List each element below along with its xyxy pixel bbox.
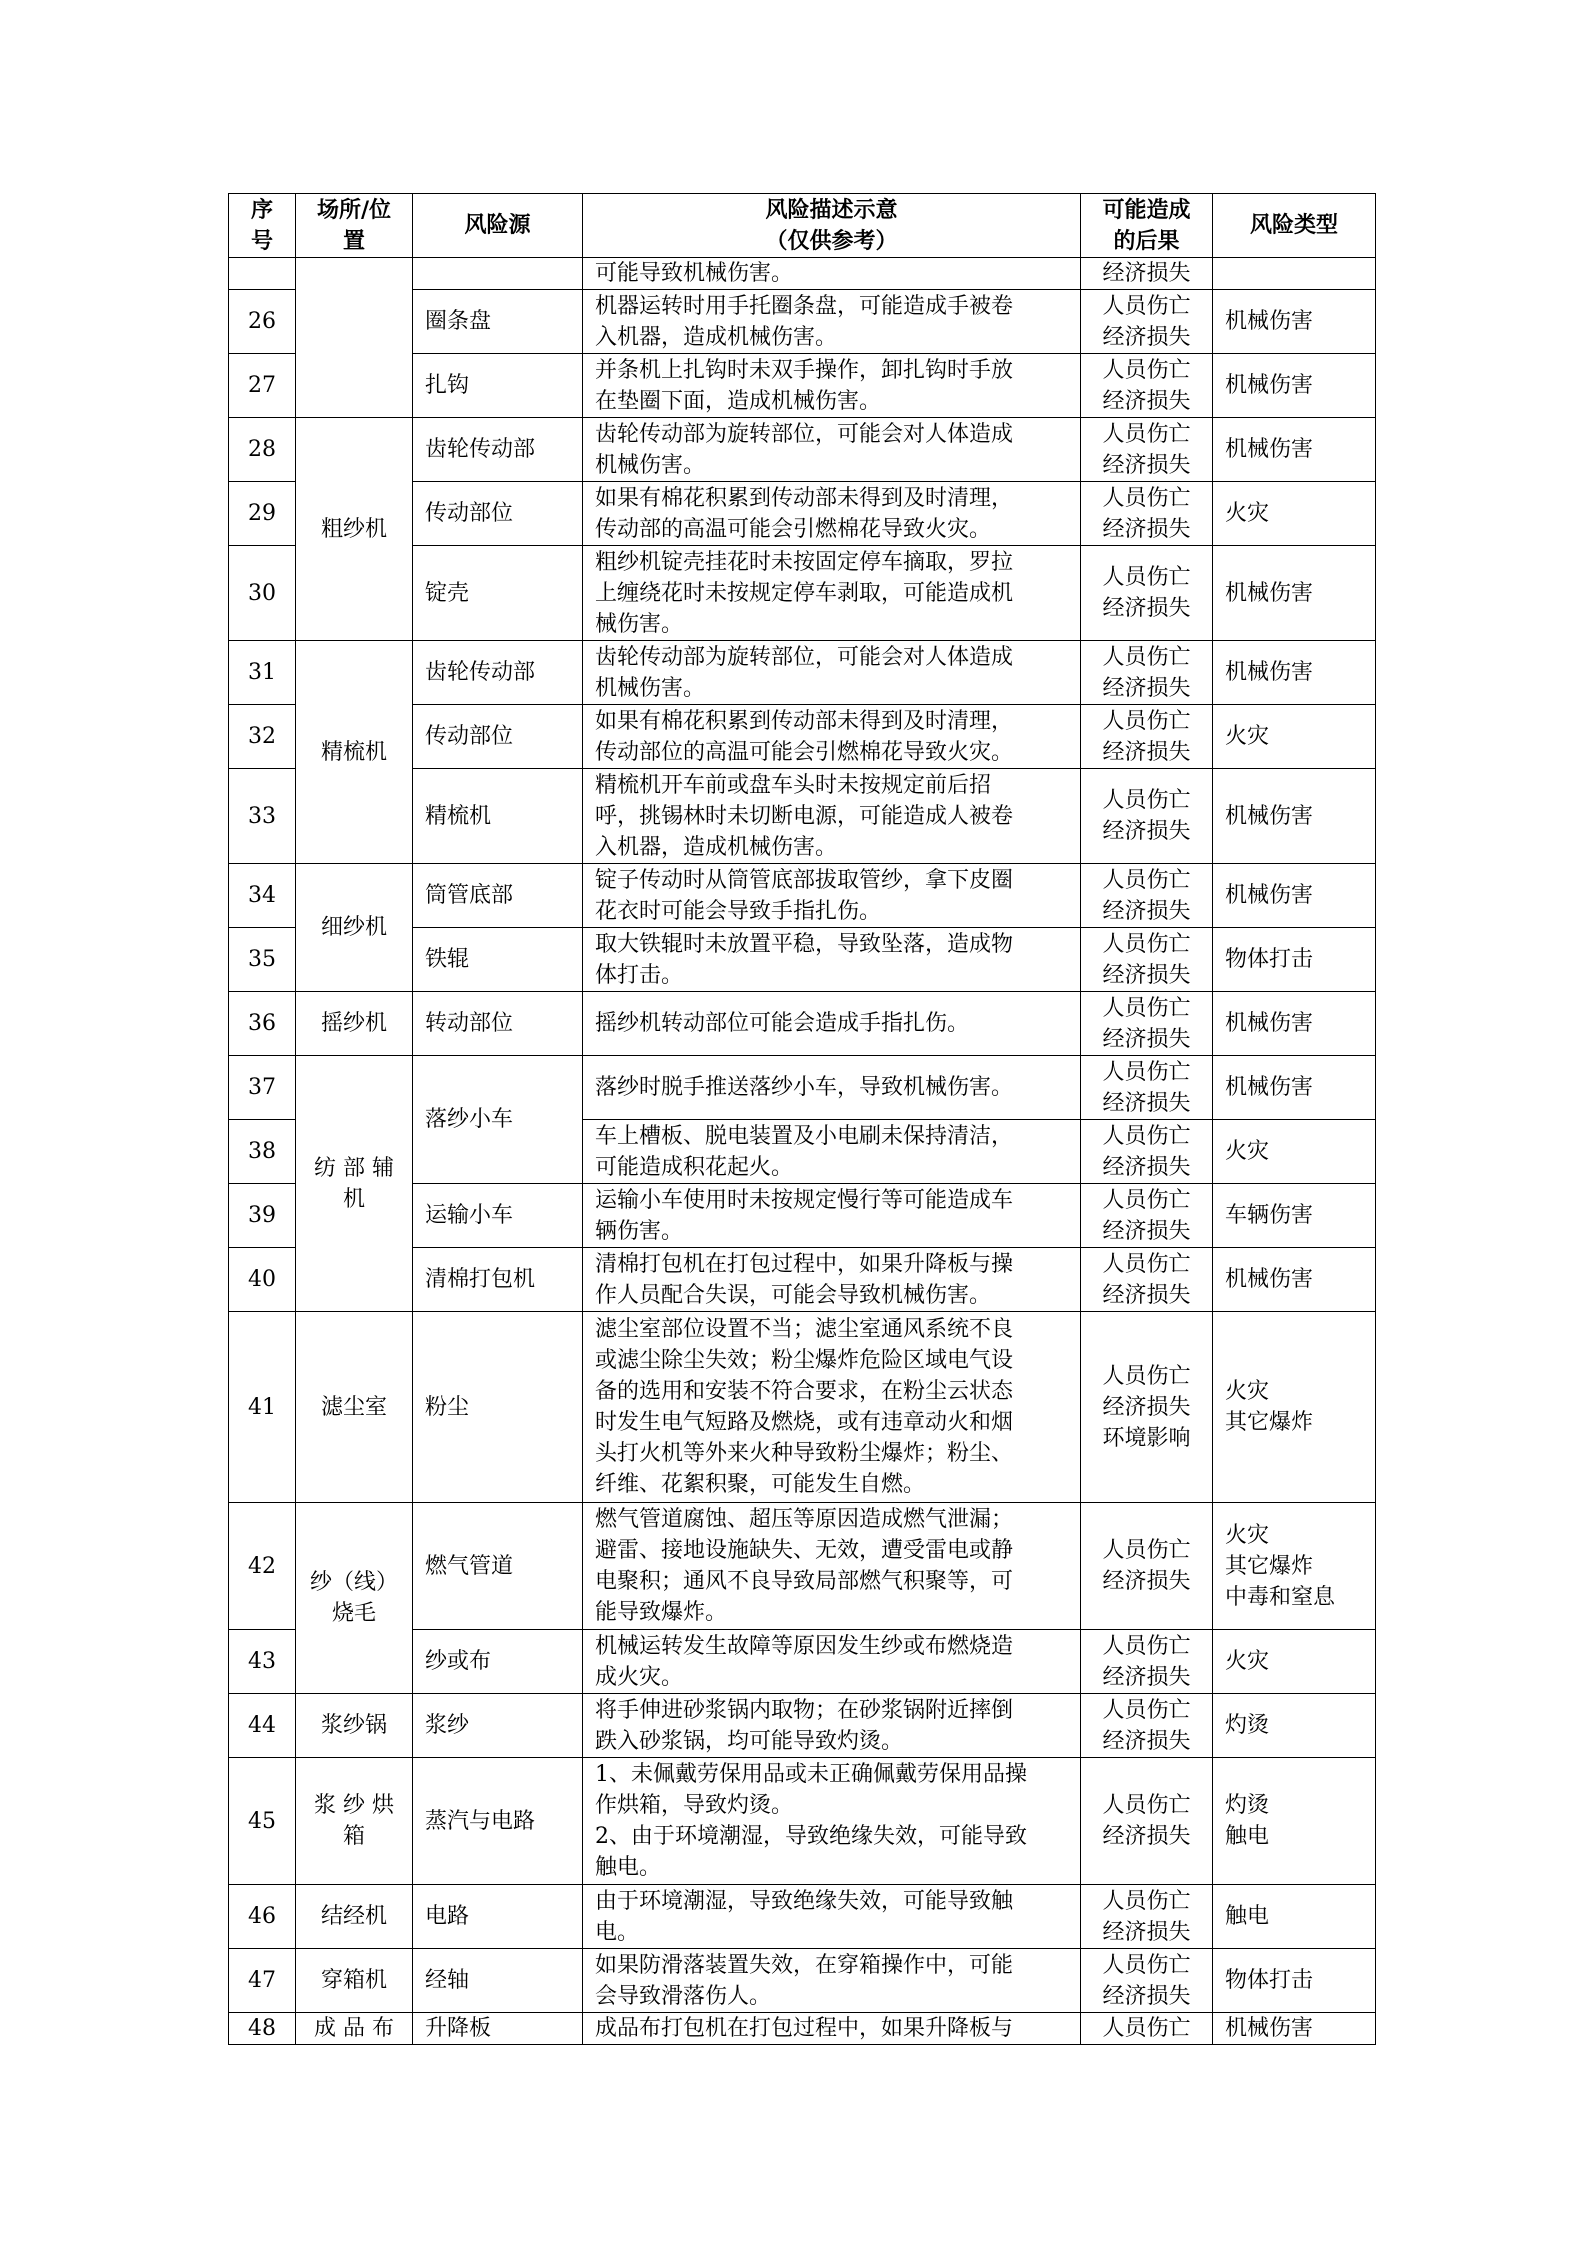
risk-type-cell: [1213, 1694, 1376, 1758]
risk-source-cell-text: 精梳机: [425, 803, 492, 829]
risk-description-cell: [583, 1312, 1081, 1503]
consequence-cell-text: 人员伤亡 经济损失: [1102, 1793, 1191, 1849]
row-number: [229, 769, 296, 864]
risk-type-cell-text: 机械伤害: [1225, 883, 1314, 908]
risk-description-cell-text: 粗纱机锭壳挂花时未按固定停车摘取，罗拉 上缠绕花时未按规定停车剥取，可能造成机 械伤害。: [595, 549, 1014, 637]
row-number-text: 32: [248, 724, 276, 749]
risk-description-cell: [583, 1630, 1081, 1694]
risk-type-cell-text: 机械伤害: [1225, 373, 1314, 398]
risk-description-cell: [583, 641, 1081, 705]
risk-source-cell: [413, 482, 583, 546]
row-number-text: 35: [248, 947, 276, 972]
risk-source-cell: [413, 1184, 583, 1248]
consequence-cell: [1081, 641, 1213, 705]
risk-source-cell: [413, 992, 583, 1056]
risk-source-cell: [413, 705, 583, 769]
row-number: [229, 1503, 296, 1630]
risk-source-cell-text: 落纱小车: [425, 1107, 514, 1132]
risk-type-cell: [1213, 1949, 1376, 2013]
row-number-text: 44: [248, 1713, 276, 1738]
row-number-text: 28: [248, 437, 276, 462]
consequence-cell-text: 人员伤亡 经济损失: [1102, 788, 1191, 844]
risk-table: [228, 193, 1376, 2045]
row-number: [229, 258, 296, 290]
risk-description-cell: [583, 482, 1081, 546]
risk-source-cell: [413, 769, 583, 864]
risk-type-cell: [1213, 705, 1376, 769]
row-number-text: 40: [248, 1267, 276, 1292]
consequence-cell: [1081, 418, 1213, 482]
risk-source-cell: [413, 1885, 583, 1949]
risk-description-cell: [583, 928, 1081, 992]
table-row: [229, 1312, 1376, 1503]
risk-description-cell: [583, 992, 1081, 1056]
risk-description-cell: [583, 1949, 1081, 2013]
row-number-text: 46: [248, 1904, 276, 1929]
row-number-text: 34: [248, 883, 276, 908]
location-cell: [296, 1885, 413, 1949]
consequence-cell-text: 人员伤亡 经济损失: [1102, 1187, 1191, 1244]
table-body: [229, 258, 1376, 2045]
risk-type-cell-text: 触电: [1225, 1904, 1270, 1929]
row-number: [229, 928, 296, 992]
risk-type-cell: [1213, 1184, 1376, 1248]
consequence-cell: [1081, 1248, 1213, 1312]
consequence-cell-text: 人员伤亡 经济损失: [1102, 708, 1191, 765]
consequence-cell: [1081, 769, 1213, 864]
row-number-text: 43: [248, 1649, 276, 1674]
row-number-text: 42: [248, 1553, 276, 1579]
risk-type-cell-text: 车辆伤害: [1225, 1203, 1314, 1228]
risk-description-cell-text: 齿轮传动部为旋转部位，可能会对人体造成 机械伤害。: [595, 421, 1014, 478]
row-number-text: 26: [248, 309, 276, 334]
consequence-cell-text: 人员伤亡: [1102, 2016, 1191, 2041]
risk-source-cell-text: 传动部位: [425, 724, 514, 749]
row-number-text: 30: [248, 580, 276, 606]
consequence-cell: [1081, 482, 1213, 546]
risk-type-cell-text: 火灾: [1225, 1649, 1270, 1674]
risk-source-cell: [413, 290, 583, 354]
risk-source-cell-text: 传动部位: [425, 501, 514, 526]
risk-type-cell: [1213, 482, 1376, 546]
risk-source-cell-text: 清棉打包机: [425, 1267, 536, 1292]
risk-description-cell: [583, 1248, 1081, 1312]
location-cell: [296, 1312, 413, 1503]
risk-source-cell-text: 浆纱: [425, 1713, 470, 1738]
header-source: 风险源: [413, 194, 583, 258]
risk-type-cell-text: 物体打击: [1225, 1968, 1314, 1993]
row-number: [229, 1184, 296, 1248]
consequence-cell: [1081, 258, 1213, 290]
risk-type-cell-text: 机械伤害: [1225, 437, 1314, 462]
row-number: [229, 1120, 296, 1184]
row-number: [229, 546, 296, 641]
location-cell: [296, 418, 413, 641]
row-number-text: 41: [248, 1394, 276, 1420]
risk-source-cell: [413, 354, 583, 418]
risk-source-cell: [413, 1758, 583, 1885]
risk-type-cell-text: 火灾 其它爆炸: [1225, 1379, 1314, 1435]
consequence-cell: [1081, 354, 1213, 418]
risk-description-cell-text: 落纱时脱手推送落纱小车，导致机械伤害。: [595, 1075, 1014, 1100]
table-row: [229, 1949, 1376, 2013]
consequence-cell: [1081, 928, 1213, 992]
risk-description-cell-text: 精梳机开车前或盘车头时未按规定前后招 呼，挑锡林时未切断电源，可能造成人被卷 入机器，造成机械伤害。: [595, 772, 1014, 860]
risk-type-cell-text: 机械伤害: [1225, 1075, 1314, 1100]
risk-source-cell-text: 纱或布: [425, 1649, 492, 1674]
table-row: [229, 992, 1376, 1056]
risk-description-cell: [583, 864, 1081, 928]
consequence-cell: [1081, 1949, 1213, 2013]
risk-description-cell: [583, 705, 1081, 769]
row-number: [229, 1885, 296, 1949]
table-row: [229, 258, 1376, 290]
risk-description-cell-text: 取大铁辊时未放置平稳，导致坠落，造成物 体打击。: [595, 931, 1014, 988]
risk-type-cell-text: 火灾 其它爆炸 中毒和窒息: [1225, 1522, 1336, 1610]
location-cell: [296, 1056, 413, 1312]
consequence-cell: [1081, 546, 1213, 641]
risk-type-cell-text: 机械伤害: [1225, 660, 1314, 685]
location-cell-text: 滤尘室: [320, 1394, 387, 1420]
risk-description-cell-text: 滤尘室部位设置不当；滤尘室通风系统不良 或滤尘除尘失效；粉尘爆炸危险区域电气设 备的选用和安装不符合要求，在粉尘云状态 时发生电气短路及燃烧，或有违章动火和烟 头打火机等外来火种导致粉尘爆炸；粉尘、 纤维、花絮积聚，可能发生自燃。: [595, 1317, 1014, 1497]
consequence-cell-text: 人员伤亡 经济损失: [1102, 1059, 1191, 1116]
consequence-cell: [1081, 864, 1213, 928]
risk-description-cell-text: 由于环境潮湿，导致绝缘失效，可能导致触 电。: [595, 1888, 1014, 1945]
risk-source-cell: [413, 418, 583, 482]
risk-type-cell-text: 机械伤害: [1225, 1267, 1314, 1292]
header-risk-type: 风险类型: [1213, 194, 1376, 258]
risk-description-cell-text: 如果防滑落装置失效，在穿箱操作中，可能 会导致滑落伤人。: [595, 1952, 1014, 2009]
risk-type-cell: [1213, 1630, 1376, 1694]
risk-type-cell: [1213, 928, 1376, 992]
risk-description-cell-text: 摇纱机转动部位可能会造成手指扎伤。: [595, 1011, 970, 1036]
risk-source-cell: [413, 1503, 583, 1630]
risk-description-cell-text: 车上槽板、脱电装置及小电刷未保持清洁， 可能造成积花起火。: [595, 1123, 1014, 1180]
consequence-cell-text: 人员伤亡 经济损失: [1102, 931, 1191, 988]
risk-description-cell-text: 并条机上扎钩时未双手操作，卸扎钩时手放 在垫圈下面，造成机械伤害。: [595, 357, 1014, 414]
risk-description-cell: [583, 290, 1081, 354]
consequence-cell: [1081, 1312, 1213, 1503]
consequence-cell: [1081, 1758, 1213, 1885]
consequence-cell-text: 人员伤亡 经济损失: [1102, 1251, 1191, 1308]
consequence-cell: [1081, 1503, 1213, 1630]
risk-description-cell: [583, 1885, 1081, 1949]
risk-source-cell: [413, 1312, 583, 1503]
row-number: [229, 290, 296, 354]
location-cell-text: 粗纱机: [320, 516, 387, 542]
risk-description-cell-text: 燃气管道腐蚀、超压等原因造成燃气泄漏； 避雷、接地设施缺失、无效，遭受雷电或静 电聚积；通风不良导致局部燃气积聚等，可 能导致爆炸。: [595, 1507, 1014, 1625]
row-number-text: 39: [248, 1203, 276, 1228]
location-cell: [296, 992, 413, 1056]
risk-type-cell: [1213, 258, 1376, 290]
location-cell-text: 成 品 布: [314, 2016, 394, 2041]
consequence-cell-text: 人员伤亡 经济损失: [1102, 1952, 1191, 2009]
risk-source-cell-text: 经轴: [425, 1968, 470, 1993]
row-number: [229, 1630, 296, 1694]
risk-description-cell: [583, 258, 1081, 290]
location-cell: [296, 258, 413, 418]
risk-source-cell-text: 筒管底部: [425, 883, 514, 908]
risk-description-cell: [583, 1758, 1081, 1885]
location-cell-text: 浆 纱 烘 箱: [314, 1793, 394, 1849]
row-number: [229, 354, 296, 418]
risk-description-cell: [583, 418, 1081, 482]
consequence-cell-text: 人员伤亡 经济损失: [1102, 1888, 1191, 1945]
consequence-cell-text: 人员伤亡 经济损失: [1102, 1123, 1191, 1180]
risk-type-cell: [1213, 1120, 1376, 1184]
consequence-cell: [1081, 1630, 1213, 1694]
consequence-cell: [1081, 1056, 1213, 1120]
risk-type-cell-text: 灼烫: [1225, 1713, 1270, 1738]
risk-type-cell: [1213, 769, 1376, 864]
row-number: [229, 1312, 296, 1503]
risk-source-cell-text: 粉尘: [425, 1394, 470, 1420]
table-row: [229, 418, 1376, 482]
consequence-cell: [1081, 1184, 1213, 1248]
location-cell: [296, 1949, 413, 2013]
risk-type-cell: [1213, 1885, 1376, 1949]
header-no: 序 号: [229, 194, 296, 258]
location-cell: [296, 1694, 413, 1758]
risk-type-cell: [1213, 1312, 1376, 1503]
location-cell-text: 浆纱锅: [320, 1713, 387, 1738]
location-cell-text: 结经机: [320, 1904, 387, 1929]
risk-type-cell-text: 物体打击: [1225, 947, 1314, 972]
risk-source-cell-text: 圈条盘: [425, 309, 492, 334]
row-number-text: 27: [248, 373, 276, 398]
risk-source-cell: [413, 864, 583, 928]
consequence-cell-text: 人员伤亡 经济损失: [1102, 867, 1191, 924]
risk-type-cell-text: 机械伤害: [1225, 580, 1314, 606]
risk-source-cell-text: 升降板: [425, 2016, 492, 2041]
risk-type-cell-text: 火灾: [1225, 724, 1270, 749]
row-number: [229, 418, 296, 482]
consequence-cell-text: 人员伤亡 经济损失: [1102, 1538, 1191, 1594]
risk-type-cell: [1213, 864, 1376, 928]
risk-description-cell-text: 运输小车使用时未按规定慢行等可能造成车 辆伤害。: [595, 1187, 1014, 1244]
risk-source-cell-text: 转动部位: [425, 1011, 514, 1036]
location-cell-text: 纱（线） 烧毛: [309, 1570, 398, 1626]
consequence-cell-text: 人员伤亡 经济损失: [1102, 565, 1191, 621]
risk-description-cell-text: 机器运转时用手托圈条盘，可能造成手被卷 入机器，造成机械伤害。: [595, 293, 1014, 350]
consequence-cell: [1081, 1694, 1213, 1758]
risk-description-cell: [583, 2013, 1081, 2045]
risk-description-cell-text: 将手伸进砂浆锅内取物；在砂浆锅附近摔倒 跌入砂浆锅，均可能导致灼烫。: [595, 1697, 1014, 1754]
consequence-cell-text: 人员伤亡 经济损失: [1102, 293, 1191, 350]
row-number: [229, 1949, 296, 2013]
table-row: [229, 641, 1376, 705]
location-cell-text: 纺 部 辅 机: [314, 1155, 394, 1212]
row-number: [229, 1694, 296, 1758]
table-row: [229, 2013, 1376, 2045]
risk-type-cell: [1213, 418, 1376, 482]
risk-type-cell-text: 机械伤害: [1225, 803, 1314, 829]
consequence-cell-text: 人员伤亡 经济损失: [1102, 485, 1191, 542]
table-row: [229, 1056, 1376, 1120]
risk-description-cell-text: 锭子传动时从筒管底部拔取管纱，拿下皮圈 花衣时可能会导致手指扎伤。: [595, 867, 1014, 924]
risk-description-cell-text: 齿轮传动部为旋转部位，可能会对人体造成 机械伤害。: [595, 644, 1014, 701]
consequence-cell-text: 人员伤亡 经济损失: [1102, 1697, 1191, 1754]
table-row: [229, 1758, 1376, 1885]
location-cell-text: 精梳机: [320, 739, 387, 765]
risk-type-cell-text: 机械伤害: [1225, 309, 1314, 334]
risk-type-cell-text: 机械伤害: [1225, 2016, 1314, 2041]
risk-source-cell-text: 扎钩: [425, 373, 470, 398]
consequence-cell-text: 人员伤亡 经济损失 环境影响: [1102, 1363, 1191, 1451]
row-number-text: 48: [248, 2016, 276, 2041]
risk-type-cell-text: 灼烫 触电: [1225, 1793, 1270, 1849]
risk-description-cell: [583, 1503, 1081, 1630]
risk-type-cell: [1213, 1248, 1376, 1312]
row-number: [229, 705, 296, 769]
risk-source-cell: [413, 546, 583, 641]
row-number: [229, 1758, 296, 1885]
risk-source-cell: [413, 1949, 583, 2013]
risk-description-cell-text: 可能导致机械伤害。: [595, 261, 794, 286]
table-row: [229, 1694, 1376, 1758]
risk-description-cell: [583, 769, 1081, 864]
risk-description-cell-text: 如果有棉花积累到传动部未得到及时清理， 传动部的高温可能会引燃棉花导致火灾。: [595, 485, 1014, 542]
row-number-text: 29: [248, 501, 276, 526]
risk-type-cell: [1213, 354, 1376, 418]
risk-source-cell-text: 电路: [425, 1904, 470, 1929]
risk-source-cell-text: 蒸汽与电路: [425, 1808, 536, 1834]
risk-source-cell: [413, 1694, 583, 1758]
risk-description-cell-text: 成品布打包机在打包过程中，如果升降板与: [595, 2016, 1014, 2041]
row-number-text: 33: [248, 803, 276, 829]
consequence-cell-text: 经济损失: [1102, 261, 1191, 286]
consequence-cell-text: 人员伤亡 经济损失: [1102, 644, 1191, 701]
location-cell-text: 细纱机: [320, 915, 387, 940]
risk-type-cell: [1213, 641, 1376, 705]
risk-type-cell-text: 机械伤害: [1225, 1011, 1314, 1036]
consequence-cell: [1081, 1120, 1213, 1184]
row-number: [229, 992, 296, 1056]
risk-type-cell: [1213, 2013, 1376, 2045]
risk-source-cell-text: 锭壳: [425, 580, 470, 606]
table-row: [229, 1885, 1376, 1949]
table-header-row: [229, 194, 1376, 258]
row-number: [229, 482, 296, 546]
risk-source-cell-text: 齿轮传动部: [425, 660, 536, 685]
row-number-text: 45: [248, 1808, 276, 1834]
risk-description-cell: [583, 1120, 1081, 1184]
risk-type-cell: [1213, 1503, 1376, 1630]
risk-type-cell: [1213, 992, 1376, 1056]
risk-type-cell: [1213, 546, 1376, 641]
location-cell: [296, 1503, 413, 1694]
row-number: [229, 1056, 296, 1120]
row-number-text: 37: [248, 1075, 276, 1100]
risk-source-cell: [413, 1248, 583, 1312]
risk-type-cell: [1213, 1758, 1376, 1885]
location-cell: [296, 641, 413, 864]
row-number-text: 38: [248, 1139, 276, 1164]
risk-source-cell: [413, 1056, 583, 1184]
consequence-cell: [1081, 290, 1213, 354]
risk-source-cell: [413, 258, 583, 290]
consequence-cell: [1081, 2013, 1213, 2045]
row-number: [229, 864, 296, 928]
risk-description-cell: [583, 354, 1081, 418]
header-consequence: 可能造成 的后果: [1081, 194, 1213, 258]
consequence-cell-text: 人员伤亡 经济损失: [1102, 357, 1191, 414]
risk-description-cell: [583, 1056, 1081, 1120]
risk-source-cell-text: 运输小车: [425, 1203, 514, 1228]
header-description: 风险描述示意 （仅供参考）: [583, 194, 1081, 258]
row-number: [229, 641, 296, 705]
consequence-cell-text: 人员伤亡 经济损失: [1102, 421, 1191, 478]
location-cell: [296, 2013, 413, 2045]
risk-source-cell: [413, 2013, 583, 2045]
table-row: [229, 864, 1376, 928]
risk-description-cell-text: 如果有棉花积累到传动部未得到及时清理， 传动部位的高温可能会引燃棉花导致火灾。: [595, 708, 1014, 765]
risk-description-cell: [583, 1694, 1081, 1758]
consequence-cell: [1081, 1885, 1213, 1949]
risk-source-cell: [413, 1630, 583, 1694]
risk-source-cell: [413, 641, 583, 705]
consequence-cell-text: 人员伤亡 经济损失: [1102, 1633, 1191, 1690]
row-number-text: 36: [248, 1011, 276, 1036]
risk-description-cell-text: 机械运转发生故障等原因发生纱或布燃烧造 成火灾。: [595, 1633, 1014, 1690]
row-number-text: 31: [248, 660, 276, 685]
consequence-cell: [1081, 705, 1213, 769]
row-number: [229, 1248, 296, 1312]
consequence-cell-text: 人员伤亡 经济损失: [1102, 995, 1191, 1052]
risk-source-cell-text: 燃气管道: [425, 1553, 514, 1579]
risk-description-cell-text: 清棉打包机在打包过程中，如果升降板与操 作人员配合失误，可能会导致机械伤害。: [595, 1251, 1014, 1308]
row-number: [229, 2013, 296, 2045]
risk-source-cell-text: 铁辊: [425, 947, 470, 972]
location-cell: [296, 1758, 413, 1885]
risk-description-cell: [583, 546, 1081, 641]
risk-type-cell-text: 火灾: [1225, 1139, 1270, 1164]
risk-description-cell-text: 1、未佩戴劳保用品或未正确佩戴劳保用品操 作烘箱，导致灼烫。 2、由于环境潮湿，导致绝缘失效，可能导致 触电。: [595, 1762, 1027, 1880]
header-location: 场所/位 置: [296, 194, 413, 258]
consequence-cell: [1081, 992, 1213, 1056]
risk-type-cell: [1213, 1056, 1376, 1120]
table-row: [229, 1503, 1376, 1630]
location-cell-text: 穿箱机: [320, 1968, 387, 1993]
risk-source-cell: [413, 928, 583, 992]
risk-type-cell-text: 火灾: [1225, 501, 1270, 526]
risk-source-cell-text: 齿轮传动部: [425, 437, 536, 462]
risk-type-cell: [1213, 290, 1376, 354]
location-cell-text: 摇纱机: [320, 1011, 387, 1036]
row-number-text: 47: [248, 1968, 276, 1993]
location-cell: [296, 864, 413, 992]
risk-description-cell: [583, 1184, 1081, 1248]
